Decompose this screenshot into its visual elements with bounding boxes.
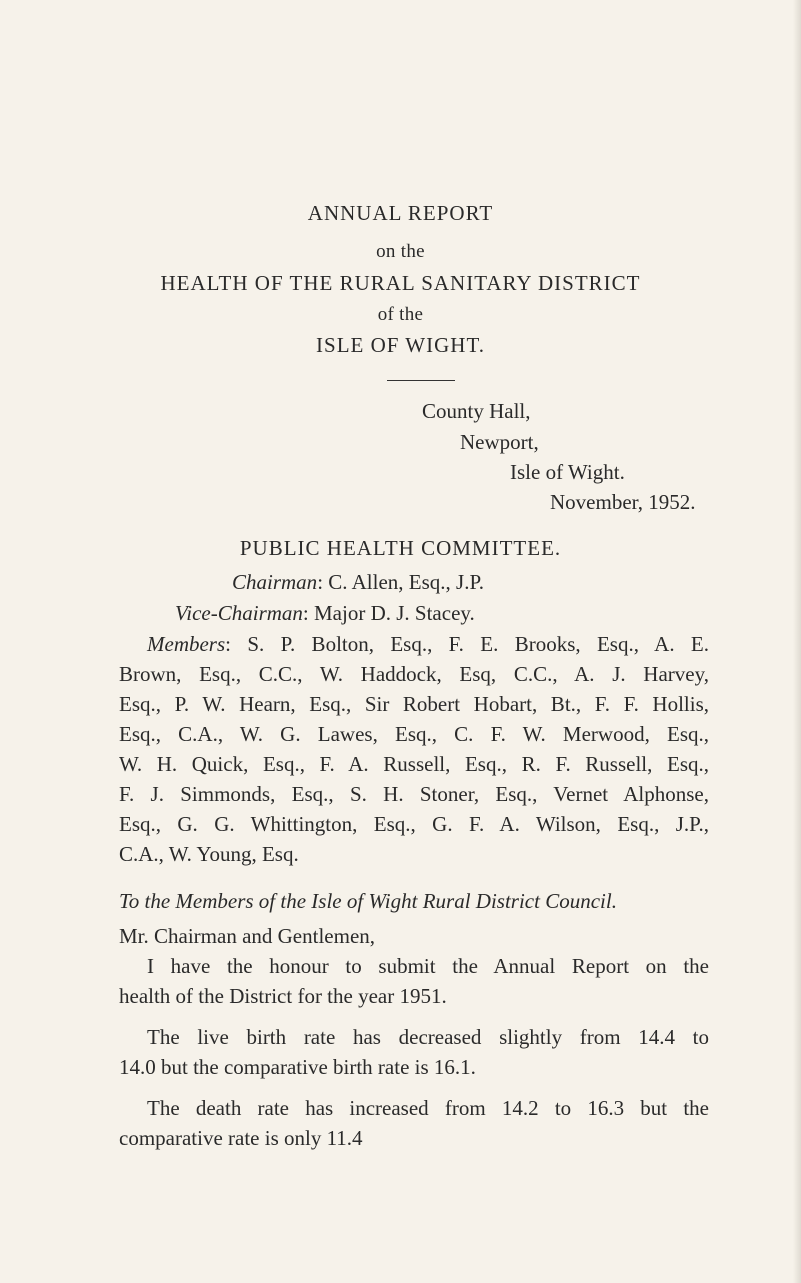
members-line-4: Esq., C.A., W. G. Lawes, Esq., C. F. W. Merwood, Esq., <box>119 722 709 746</box>
members-label: Members <box>147 632 226 656</box>
chairman-label: Chairman <box>232 570 318 594</box>
chairman-value: : C. Allen, Esq., J.P. <box>317 570 485 594</box>
paragraph-3-line-2: comparative rate is only 11.4 <box>119 1126 363 1150</box>
report-subtitle: HEALTH OF THE RURAL SANITARY DISTRICT <box>160 271 641 295</box>
vice-chairman-line <box>175 601 475 626</box>
letter-addressee <box>119 889 617 914</box>
page-edge-shadow <box>793 0 801 1283</box>
address-line-2: Newport, <box>460 430 539 454</box>
paragraph-1-line-2: health of the District for the year 1951. <box>119 984 447 1008</box>
chairman-line <box>232 570 484 595</box>
paragraph-2-line-1: The live birth rate has decreased slightly from 14.4 to <box>147 1025 709 1049</box>
members-line-6: F. J. Simmonds, Esq., S. H. Stoner, Esq., Vernet Alphonse, <box>119 782 709 806</box>
paragraph-3-line-1: The death rate has increased from 14.2 to 16.3 but the <box>147 1096 709 1120</box>
members-line-3: Esq., P. W. Hearn, Esq., Sir Robert Hobart, Bt., F. F. Hollis, <box>119 692 709 716</box>
title-connector-of-the: of the <box>377 304 424 325</box>
address-line-1: County Hall, <box>422 399 531 423</box>
letter-salutation: Mr. Chairman and Gentlemen, <box>119 924 376 948</box>
committee-title: PUBLIC HEALTH COMMITTEE. <box>239 536 562 560</box>
paragraph-2-line-2: 14.0 but the comparative birth rate is 16.1. <box>119 1055 476 1079</box>
section-divider <box>387 380 455 381</box>
members-line-2: Brown, Esq., C.C., W. Haddock, Esq, C.C., A. J. Harvey, <box>119 662 709 686</box>
paragraph-1-line-1: I have the honour to submit the Annual Report on the <box>147 954 709 978</box>
vice-chairman-label: Vice-Chairman <box>175 601 303 625</box>
report-date: November, 1952. <box>550 490 696 514</box>
members-line-5: W. H. Quick, Esq., F. A. Russell, Esq., R. F. Russell, Esq., <box>119 752 709 776</box>
members-line-1 <box>147 632 709 657</box>
members-text: : S. P. Bolton, Esq., F. E. Brooks, Esq., A. E. <box>225 632 709 656</box>
address-line-3: Isle of Wight. <box>510 460 625 484</box>
report-location: ISLE OF WIGHT. <box>316 333 485 357</box>
addressee-text: To the Members of the Isle of Wight Rural District Council. <box>119 889 617 913</box>
vice-chairman-value: : Major D. J. Stacey. <box>302 601 475 625</box>
members-line-8: C.A., W. Young, Esq. <box>119 842 299 866</box>
report-title: ANNUAL REPORT <box>307 201 494 225</box>
members-line-7: Esq., G. G. Whittington, Esq., G. F. A. Wilson, Esq., J.P., <box>119 812 709 836</box>
title-connector-on-the: on the <box>376 241 425 262</box>
